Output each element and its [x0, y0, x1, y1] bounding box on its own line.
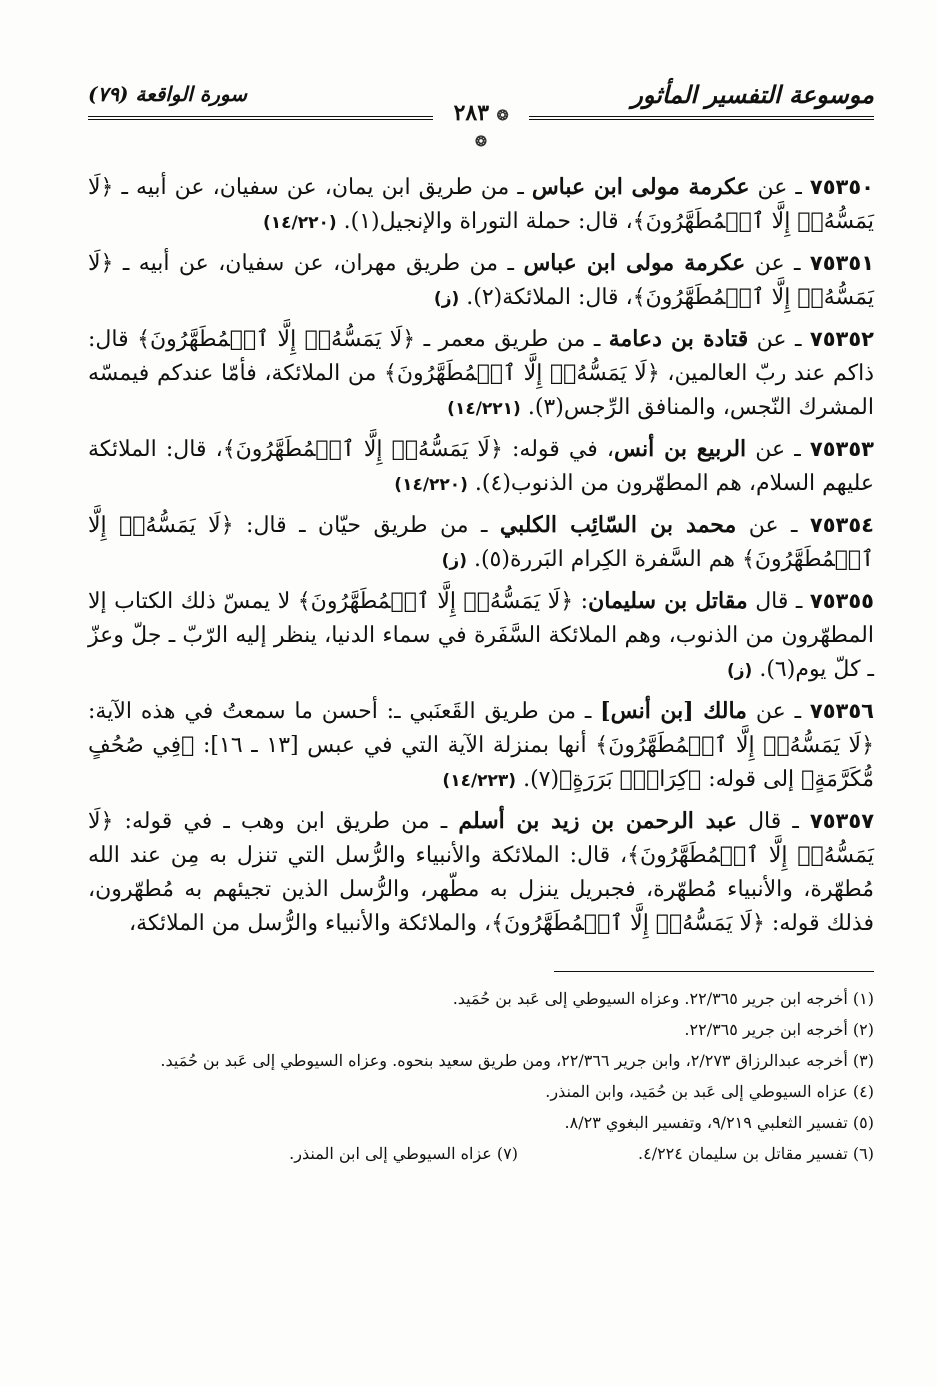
entry-text: ـ من طريق القَعنَبي ـ: أحسن ما سمعتُ في هذه الآية: ﴿لَا يَمَسُّهُۥٓ إِلَّا ٱلۡمُطَهَّرُونَ﴾ أنها بمنزلة الآية التي في عبس [١٣ ـ ١٦]: ﴿فِي صُحُفٍ مُّكَرَّمَةٍ﴾ إلى قوله: ﴿كِرَامِۭ بَرَرَةٍ﴾(٧).	[88, 699, 874, 792]
entry-number: ٧٥٣٥٦	[809, 699, 874, 723]
entry-source: عكرمة مولى ابن عباس	[523, 250, 746, 276]
entry	[88, 584, 874, 688]
page-body	[88, 170, 874, 941]
entry-lead: ـ عن	[746, 699, 810, 724]
header-rule-right	[529, 116, 874, 120]
footnote: (٥) تفسير الثعلبي ٩/٢١٩، وتفسير البغوي ٨/٢٣.	[564, 1113, 874, 1132]
entry-number: ٧٥٣٥٧	[809, 809, 875, 833]
entry-lead: ـ عن	[736, 513, 810, 538]
page-header	[88, 70, 874, 150]
entry-reference: (ز)	[433, 289, 460, 309]
entry	[88, 246, 874, 316]
footnote: (٢) أخرجه ابن جرير ٢٢/٣٦٥.	[684, 1020, 874, 1039]
entry-source: قتادة بن دعامة	[608, 326, 749, 352]
footnotes	[88, 986, 874, 1167]
entry-text: ـ من طريق مهران، عن سفيان، عن أبيه ـ ﴿لَا يَمَسُّهُۥٓ إِلَّا ٱلۡمُطَهَّرُونَ﴾، قال: الملائكة(٢).	[88, 251, 874, 310]
book-page	[88, 70, 874, 1167]
entry-text: ـ من طريق حيّان ـ قال: ﴿لَا يَمَسُّهُۥٓ إِلَّا ٱلۡمُطَهَّرُونَ﴾ هم السَّفرة الكِرام البَررة(٥).	[88, 513, 874, 572]
page-number	[448, 100, 514, 152]
footnote: (١) أخرجه ابن جرير ٢٢/٣٦٥. وعزاه السيوطي إلى عَبد بن حُمَيد.	[452, 989, 874, 1008]
entry-source: الربيع بن أنس	[614, 436, 747, 462]
page-number-text: ٢٨٣	[453, 100, 490, 126]
entry-reference: (١٤/٢٢٣)	[442, 771, 517, 791]
entry-source: مقاتل بن سليمان	[588, 588, 748, 614]
entry	[88, 322, 874, 426]
entry-source: مالك [بن أنس]	[600, 698, 747, 724]
entry	[88, 170, 874, 240]
footnote: (٣) أخرجه عبدالرزاق ٢/٢٧٣، وابن جرير ٢٢/٣٦٦، ومن طريق سعيد بنحوه. وعزاه السيوطي إلى عَبد بن حُمَيد.	[160, 1051, 874, 1070]
entry-number: ٧٥٣٥٥	[809, 589, 874, 613]
entry-number: ٧٥٣٥٤	[809, 513, 874, 537]
book-title: موسوعة التفسير المأثور	[631, 80, 874, 109]
entry-lead: ـ عن	[746, 437, 810, 462]
footnote: (٦) تفسير مقاتل بن سليمان ٤/٢٢٤.	[638, 1144, 874, 1163]
entry-lead: ـ قال	[736, 809, 810, 834]
entry-lead: ـ قال	[747, 589, 810, 614]
footnote-separator	[554, 971, 874, 972]
entry-lead: ـ عن	[748, 327, 810, 352]
surah-title: سورة الواقعة (٧٩)	[88, 82, 248, 106]
entry-text: ـ من طريق ابن يمان، عن سفيان، عن أبيه ـ ﴿لَا يَمَسُّهُۥٓ إِلَّا ٱلۡمُطَهَّرُونَ﴾، قال: حملة التوراة والإنجيل(١).	[88, 175, 874, 234]
entry-reference: (ز)	[441, 551, 467, 571]
entry-lead: ـ عن	[745, 251, 810, 276]
entry-text: ، في قوله: ﴿لَا يَمَسُّهُۥٓ إِلَّا ٱلۡمُطَهَّرُونَ﴾، قال: الملائكة عليهم السلام، هم المطهّرون من الذنوب(٤).	[88, 437, 874, 496]
entry-number: ٧٥٣٥١	[809, 251, 875, 275]
entry-number: ٧٥٣٥٠	[809, 175, 874, 199]
header-rule-left	[88, 116, 433, 120]
entry	[88, 804, 874, 941]
entry-source: محمد بن السّائِب الكلبي	[499, 512, 737, 538]
entry-reference: (١٤/٢٢٠)	[394, 475, 468, 495]
ornament-icon: ❂	[475, 134, 487, 150]
footnote: (٤) عزاه السيوطي إلى عَبد بن حُمَيد، وابن المنذر.	[545, 1082, 874, 1101]
entry-lead: ـ عن	[749, 175, 810, 200]
entry-source: عكرمة مولى ابن عباس	[531, 174, 750, 200]
entry-number: ٧٥٣٥٢	[809, 327, 874, 351]
entry	[88, 432, 874, 502]
entry-number: ٧٥٣٥٣	[809, 437, 874, 461]
entry-reference: (ز)	[727, 661, 753, 681]
footnote: (٧) عزاه السيوطي إلى ابن المنذر.	[289, 1144, 518, 1163]
entry-text: ـ من طريق ابن وهب ـ في قوله: ﴿لَا يَمَسُّهُۥٓ إِلَّا ٱلۡمُطَهَّرُونَ﴾، قال: الملائكة والأنبياء والرُّسل التي تنزل به مِن عند الله مُطهّرة، والأنبياء مُطهّرة، فجبريل ينزل به مطّهر، والرُّسل الذين تجيئهم به مُطهّرون، فذلك قوله: ﴿لَا يَمَسُّهُۥٓ إِلَّا ٱلۡمُطَهَّرُونَ﴾، والملائكة والأنبياء والرُّسل من الملائكة،	[88, 809, 874, 936]
entry	[88, 508, 874, 578]
entry-text: ـ من طريق معمر ـ ﴿لَا يَمَسُّهُۥٓ إِلَّا ٱلۡمُطَهَّرُونَ﴾ قال: ذاكم عند ربّ العالمين، ﴿لَا يَمَسُّهُۥٓ إِلَّا ٱلۡمُطَهَّرُونَ﴾ من الملائكة، فأمّا عندكم فيمسّه المشرك النّجس، والمنافق الرِّجس(٣).	[88, 327, 874, 420]
entry-text: : ﴿لَا يَمَسُّهُۥٓ إِلَّا ٱلۡمُطَهَّرُونَ﴾ لا يمسّ ذلك الكتاب إلا المطهّرون من الذنوب، وهم الملائكة السَّفَرة في سماء الدنيا، ينظر إليه الرّبّ ـ جلّ وعزّ ـ كلّ يوم(٦).	[88, 589, 874, 682]
entry-reference: (١٤/٢٢١)	[447, 399, 521, 419]
entry-reference: (١٤/٢٢٠)	[262, 213, 337, 233]
entry	[88, 694, 874, 798]
footnote-row	[88, 1141, 874, 1167]
ornament-icon: ❂	[496, 108, 509, 124]
entry-source: عبد الرحمن بن زيد بن أسلم	[458, 808, 737, 834]
